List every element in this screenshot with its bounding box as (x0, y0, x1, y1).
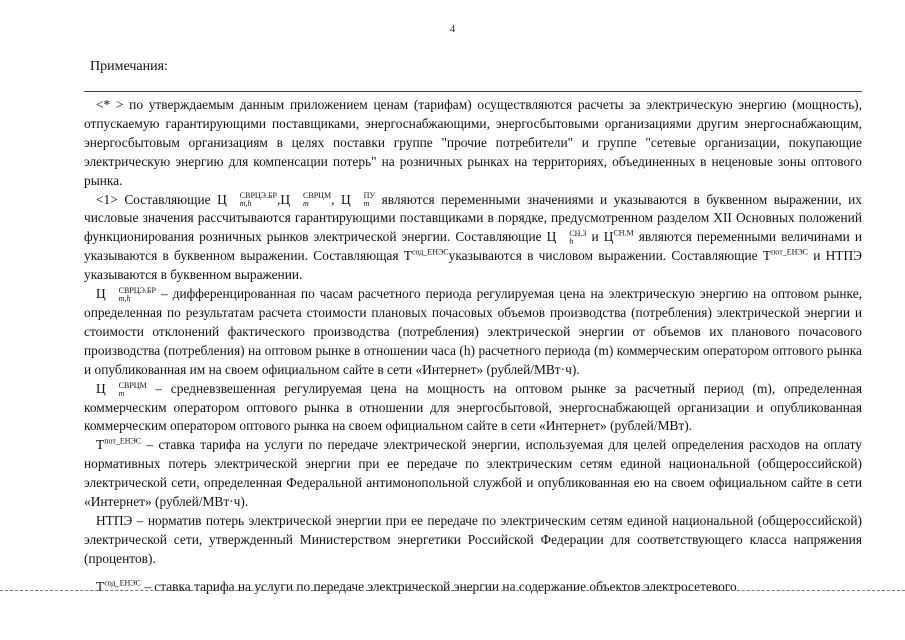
definition-c-svrpz-text: – дифференцированная по часам расчетного периода регулируемая цена на электрическую энергию на оптовом рынке, определенная по результатам расчета стоимости плановых почасовых объемов производства (потребления) электрической энергии и стоимости отклонений фактического производства (потребления) электрической энергии от объемов их планового почасового производства (потребления) на оптовом рынке в отношении часа (h) расчетного периода (m) коммерческим оператором оптового рынка и опубликованная им на своем официальном сайте в сети «Интернет» (рублей/МВт·ч). (84, 286, 862, 377)
symbol-c-svrcm-def: Ц СВРЦМ m (96, 380, 147, 398)
page-cut-region (0, 578, 905, 640)
definition-t-pot-text: – ставка тарифа на услуги по передаче электрической энергии, используемая для целей определения расходов на оплату нормативных потерь электрической энергии при ее передаче по электрическим сетям единой национальной (общероссийской) электрической сети, определенная Федеральной антимонопольной службой и опубликованная ею на своем официальном сайте в сети «Интернет» (рублей/МВт·ч). (84, 437, 863, 510)
definition-c-svrpz (84, 285, 862, 380)
symbol-t-pot-def: $Т^{пот\_ЕНЭС}$ (96, 436, 142, 453)
symbol-c-snm: $Ц^{СН.М}$ (603, 228, 634, 245)
definition-t-pot (84, 436, 862, 512)
notes-heading: Примечания: (90, 59, 168, 74)
definition-c-svrcm-text: – средневзвешенная регулируемая цена на мощность на оптовом рынке за расчетный период (m), определенная коммерческим оператором оптового рынка в отношении для энергосбытовой, энергоснабжающей организации и опубликованная коммерческим оператором оптового рынка на своем официальном сайте в сети «Интернет» (рублей/МВт). (84, 380, 862, 434)
definition-c-svrcm (84, 380, 862, 437)
definition-ntpe: НТПЭ – норматив потерь электрической энергии при ее передаче по электрическим сетям единой национальной (общероссийской) электрической сети, утвержденный Министерством энергетики Российской Федерации для соответствующего класса напряжения (процентов). (84, 512, 862, 566)
note-1-text-b: являются переменными значениями и указываются в буквенном выражении, их числовые значения рассчитываются гарантирующими поставщиками в порядке, предусмотренном разделом XII Основных положений функционирования розничных рынков электрической энергии. Составляющие (84, 191, 862, 245)
note-1-text-a: <1> Составляющие (96, 191, 211, 207)
symbol-t-pot: $Т^{пот\_ЕНЭС}$ (762, 247, 808, 264)
note-1-text-e: указываются в числовом выражении. Составляющие (448, 248, 758, 264)
definition-t-sod (84, 578, 862, 597)
page-number: 4 (449, 23, 456, 35)
symbol-c-pu: Ц ПУ m (340, 191, 376, 209)
symbol-c-svrpz-def: Ц СВРЦЭ.БР m,h (96, 285, 156, 303)
note-1-text-d: являются переменными величинами и указываются в буквенном выражении. Составляющая (84, 229, 862, 264)
symbol-t-sod: $Т^{сод\_ЕНЭС}$ (403, 247, 449, 264)
definition-t-sod-text: – ставка тарифа на услуги по передаче электрической энергии на содержание объектов электросетевого (144, 579, 737, 594)
note-1-paragraph: <1> Составляющие Ц СВРЦЭ.БР m,h ,Ц СВРЦМ m , Ц ПУ m являются переменными значениями и указываются в буквенном выражении, их числовые значения рассчитываются гарантирующими поставщиками в порядке, предусмотренном разделом XII Основных положений функционирования розничных рынков электрической энергии. Составляющие Ц СН.3 h и $Ц^{СН.М}$ являются переменными величинами и указываются в буквенном выражении. Составляющая $Т^{сод\_ЕНЭС}указываются$ в числовом выражении. Составляющие $Т^{пот\_ЕНЭС}$ и НТПЭ указываются в буквенном выражении. (84, 191, 862, 283)
note-1-text-f: и НТПЭ указываются в буквенном выражении. (84, 248, 862, 283)
symbol-t-sod-def: $Т^{сод\_ЕНЭС}$ (96, 578, 141, 594)
symbol-c-svrpz: Ц СВРЦЭ.БР m,h (217, 191, 278, 209)
note-asterisk-paragraph: <* > по утверждаемым данным приложением ценам (тарифам) осуществляются расчеты за электрическую энергию (мощность), отпускаемую гарантирующими поставщиками, энергоснабжающими, энергосбытовыми организациями другим энергоснабжающим, энергосбытовым организациям в целях поставки группе "прочие потребители" и группе "сетевые организации, покупающие электрическую энергию для компенсации потерь" на розничных рынках на территориях, объединенных в неценовые зоны оптового рынка. (84, 97, 862, 188)
note-1-text-c: и (591, 229, 599, 245)
notes-body (84, 96, 862, 569)
symbol-c-sn3: Ц СН.3 h (546, 229, 587, 247)
symbol-c-svrcm: Ц СВРЦМ m (280, 191, 332, 209)
header-rule (84, 91, 862, 92)
page-break-dashed-line (0, 590, 905, 591)
